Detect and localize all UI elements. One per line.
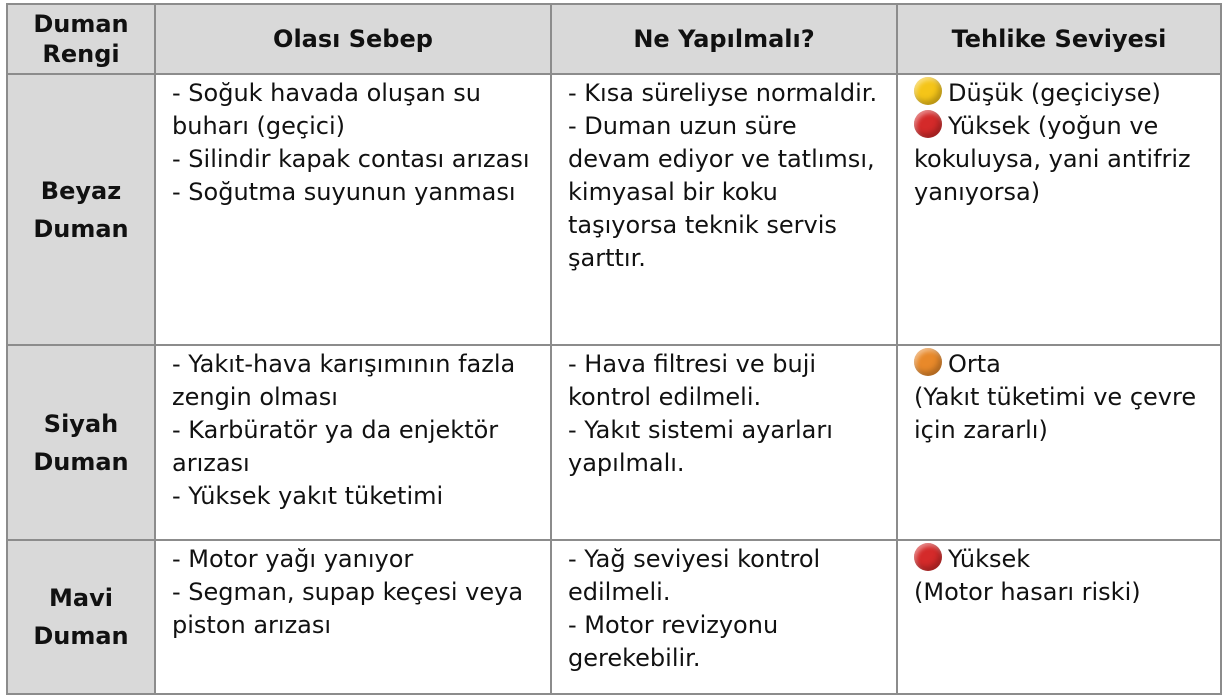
danger-level-item: [914, 348, 1206, 381]
danger-level-cell: [897, 345, 1221, 540]
possible-cause-cell: [155, 74, 551, 345]
danger-level-item: [914, 543, 1206, 576]
action-cell: [551, 540, 897, 694]
yellow-circle-icon: [914, 77, 942, 105]
cause-item: - Soğuk havada oluşan su buharı (geçici): [172, 79, 481, 140]
smoke-color-label: Duman: [33, 622, 129, 650]
smoke-color-cell: [7, 345, 155, 540]
red-circle-icon: [914, 543, 942, 571]
cause-item: - Segman, supap keçesi veya piston arızası: [172, 578, 524, 639]
danger-level-text: Yüksek (yoğun ve kokuluysa, yani antifriz yanıyorsa): [914, 112, 1191, 206]
danger-level-item: [914, 77, 1206, 110]
smoke-color-label: Duman: [33, 447, 129, 476]
action-cell: [551, 345, 897, 540]
danger-level-text: (Yakıt tüketimi ve çevre için zararlı): [914, 383, 1197, 444]
header-smoke-color: [7, 4, 155, 74]
action-item: - Yakıt sistemi ayarları yapılmalı.: [568, 416, 833, 477]
smoke-color-label: Beyaz: [40, 176, 122, 205]
red-circle-icon: [914, 110, 942, 138]
header-smoke-color-l1: Duman: [33, 10, 129, 38]
header-what-to-do: Ne Yapılmalı?: [551, 4, 897, 74]
danger-level-text: Düşük (geçiciyse): [948, 79, 1161, 107]
cause-item: - Karbüratör ya da enjektör arızası: [172, 416, 499, 477]
smoke-color-cell: [7, 74, 155, 345]
action-item: - Motor revizyonu gerekebilir.: [568, 611, 779, 672]
possible-cause-cell: [155, 540, 551, 694]
danger-level-text: Yüksek: [948, 545, 1031, 573]
action-item: - Yağ seviyesi kontrol edilmeli.: [568, 545, 821, 606]
action-item: - Duman uzun süre devam ediyor ve tatlımsı, kimyasal bir koku taşıyorsa teknik servis şarttır.: [568, 112, 875, 272]
danger-level-item: [914, 576, 1206, 609]
cause-item: - Soğutma suyunun yanması: [172, 178, 516, 206]
smoke-color-label: Duman: [33, 214, 129, 243]
danger-level-text: (Motor hasarı riski): [914, 578, 1141, 606]
header-danger-level: Tehlike Seviyesi: [897, 4, 1221, 74]
cause-item: - Yakıt-hava karışımının fazla zengin olması: [172, 350, 516, 411]
header-possible-cause: Olası Sebep: [155, 4, 551, 74]
possible-cause-cell: [155, 345, 551, 540]
smoke-color-table: [6, 3, 1222, 695]
cause-item: - Yüksek yakıt tüketimi: [172, 482, 444, 510]
table-row-black-smoke: [7, 345, 1221, 540]
orange-circle-icon: [914, 348, 942, 376]
cause-item: - Motor yağı yanıyor: [172, 545, 414, 573]
danger-level-cell: [897, 540, 1221, 694]
header-row: [7, 4, 1221, 74]
smoke-color-label: Siyah: [43, 409, 119, 438]
danger-level-cell: [897, 74, 1221, 345]
danger-level-item: [914, 381, 1206, 447]
action-item: - Kısa süreliyse normaldir.: [568, 79, 878, 107]
table-row-blue-smoke: [7, 540, 1221, 694]
smoke-color-cell: [7, 540, 155, 694]
table-row-white-smoke: [7, 74, 1221, 345]
smoke-color-label: Mavi: [49, 584, 113, 612]
cause-item: - Silindir kapak contası arızası: [172, 145, 530, 173]
action-cell: [551, 74, 897, 345]
danger-level-item: [914, 110, 1206, 209]
header-smoke-color-l2: Rengi: [42, 40, 120, 68]
danger-level-text: Orta: [948, 350, 1001, 378]
action-item: - Hava filtresi ve buji kontrol edilmeli.: [568, 350, 817, 411]
